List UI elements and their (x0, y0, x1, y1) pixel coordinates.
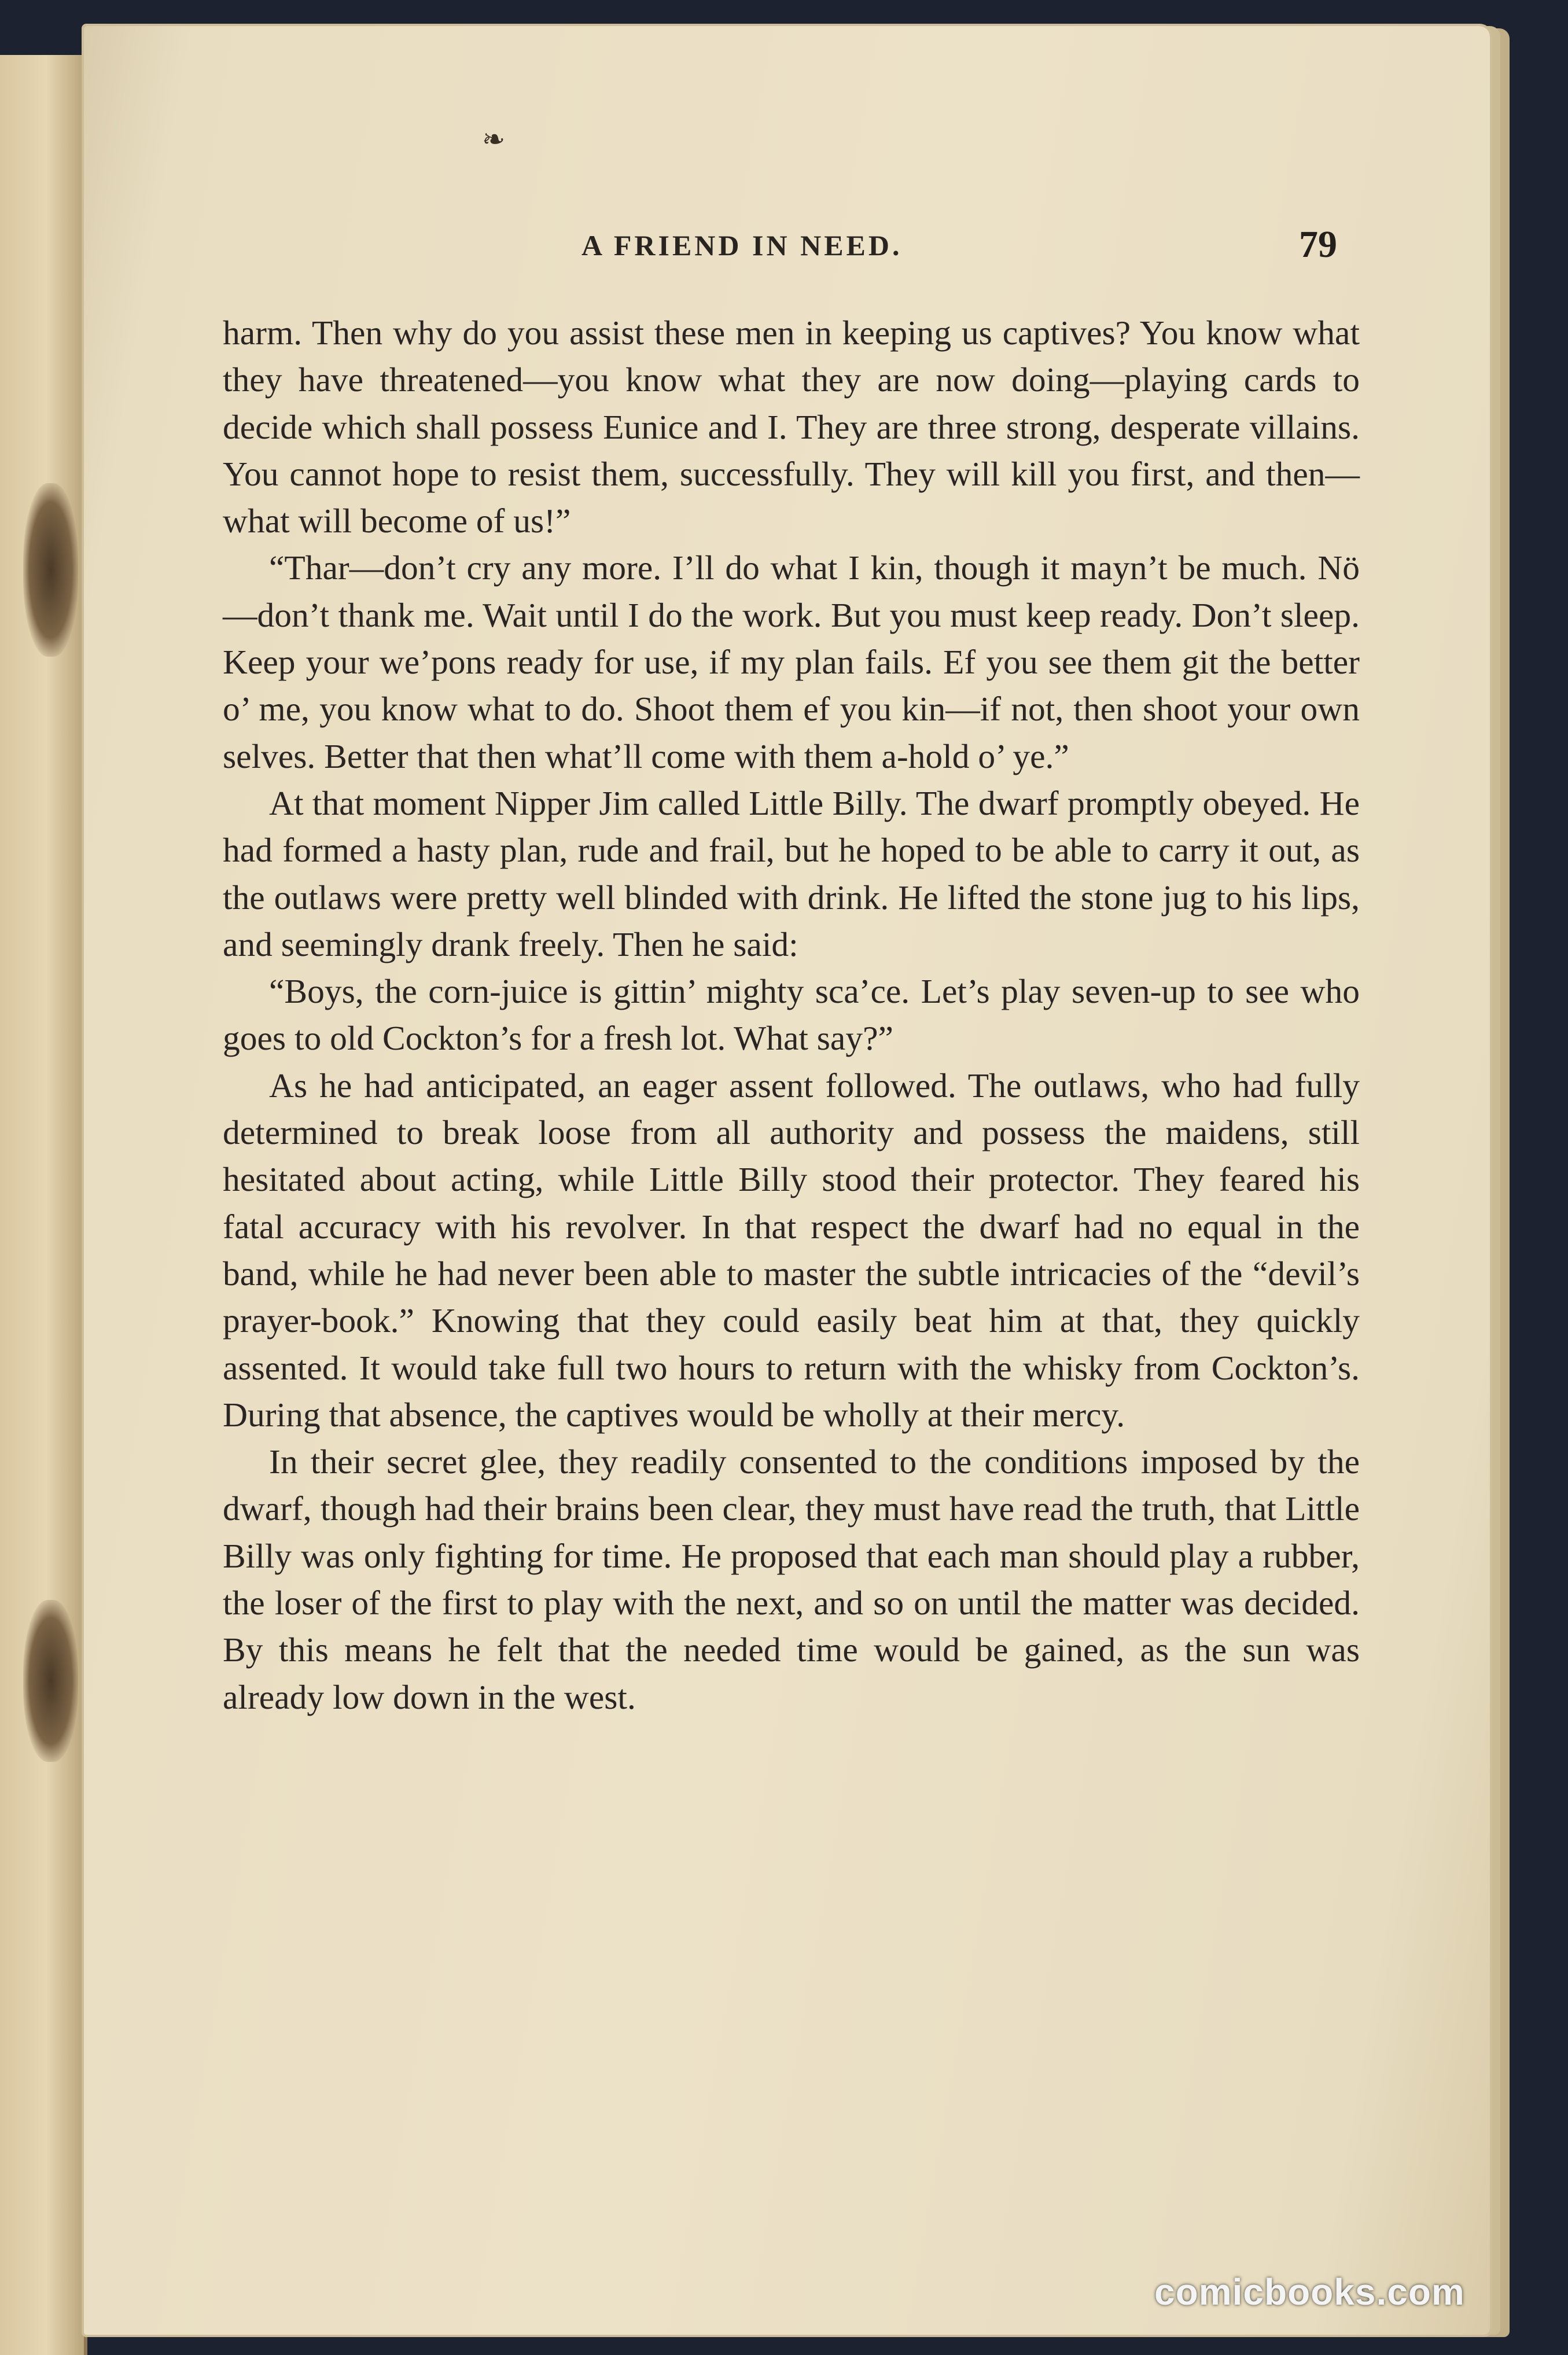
ornament-glyph: ❧ (482, 124, 506, 155)
paragraph: “Thar—don’t cry any more. I’ll do what I kin, though it mayn’t be much. Nö—don’t thank me. Wait until I do the work. But you must keep ready. Don’t sleep. Keep your we’pons ready for use, if my plan fails. Ef you see them git the better o’ me, you know what to do. Shoot them ef you kin—if not, then shoot your own selves. Better that then what’ll come with them a-hold o’ ye.” (223, 549, 1360, 775)
binding-hole-upper (23, 483, 78, 657)
facing-page-edge (0, 55, 87, 2355)
binding-hole-lower (23, 1600, 78, 1762)
paragraph: At that moment Nipper Jim called Little Billy. The dwarf promptly obeyed. He had formed a hasty plan, rude and frail, but he hoped to be able to carry it out, as the outlaws were pretty well blinded with drink. He lifted the stone jug to his lips, and seemingly drank freely. Then he said: (223, 783, 1360, 963)
paragraph: harm. Then why do you assist these men in keeping us captives? You know what they have threatened—you know what they are now doing—playing cards to decide which shall possess Eunice and I. They are three strong, desperate villains. You cannot hope to resist them, successfully. They will kill you first, and then—what will become of us!” (223, 314, 1360, 540)
running-title: A FRIEND IN NEED. (581, 229, 903, 262)
page-number: 79 (1299, 223, 1337, 266)
paragraph: “Boys, the corn-juice is gittin’ mighty sca’ce. Let’s play seven-up to see who goes to old Cockton’s for a fresh lot. What say?” (223, 972, 1360, 1058)
body-text (223, 310, 1360, 1721)
book-page (84, 26, 1490, 2335)
paragraph: As he had anticipated, an eager assent followed. The outlaws, who had fully determined to break loose from all authority and possess the maidens, still hesitated about acting, while Little Billy stood their protector. They feared his fatal accuracy with his revolver. In that respect the dwarf had no equal in the band, while he had never been able to master the subtle intricacies of the “devil’s prayer-book.” Knowing that they could easily beat him at that, they quickly assented. It would take full two hours to return with the whisky from Cockton’s. During that absence, the captives would be wholly at their mercy. (223, 1066, 1360, 1434)
watermark: comicbooks.com (1154, 2271, 1465, 2313)
paragraph: In their secret glee, they readily consented to the conditions imposed by the dwarf, though had their brains been clear, they must have read the truth, that Little Billy was only fighting for time. He proposed that each man should play a rubber, the loser of the first to play with the next, and so on until the matter was decided. By this means he felt that the needed time would be gained, as the sun was already low down in the west. (223, 1443, 1360, 1716)
running-header (84, 223, 1490, 269)
